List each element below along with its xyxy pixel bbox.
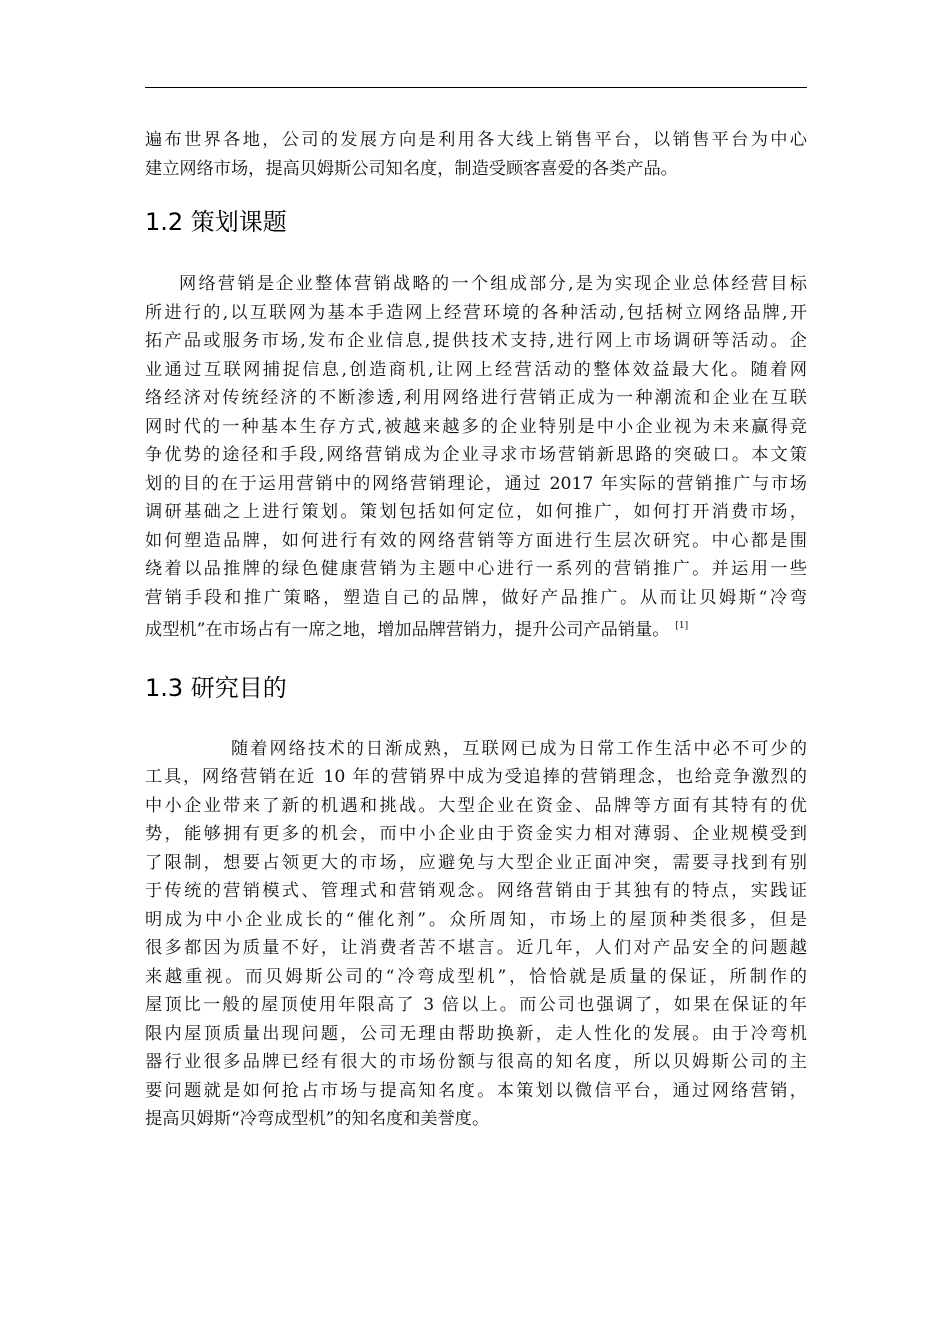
paragraph-line: 工具，网络营销在近 10 年的营销界中成为受追捧的营销理念，也给竞争激烈的 [145, 767, 807, 787]
document-body [145, 126, 807, 1134]
header-rule [145, 87, 807, 88]
paragraph-line: 很多都因为质量不好，让消费者苦不堪言。近几年，人们对产品安全的问题越 [145, 938, 807, 958]
paragraph-line: 划的目的在于运用营销中的网络营销理论，通过 2017 年实际的营销推广与市场 [145, 473, 807, 494]
paragraph-line: 势，能够拥有更多的机会，而中小企业由于资金实力相对薄弱、企业规模受到 [145, 824, 807, 844]
paragraph-line: 中小企业带来了新的机遇和挑战。大型企业在资金、品牌等方面有其特有的优 [145, 795, 807, 816]
paragraph-line: 业通过互联网捕捉信息,创造商机,让网上经营活动的整体效益最大化。随着网 [145, 359, 807, 380]
paragraph-line: 随着网络技术的日渐成熟，互联网已成为日常工作生活中必不可少的 [231, 738, 807, 759]
section-1-3-paragraph [145, 735, 807, 1134]
line-text: 成型机”在市场占有一席之地，增加品牌营销力，提升公司产品销量。 [145, 620, 670, 640]
paragraph-line: 拓产品或服务市场,发布企业信息,提供技术支持,进行网上市场调研等活动。企 [145, 331, 807, 351]
paragraph-line: 屋顶比一般的屋顶使用年限高了 3 倍以上。而公司也强调了，如果在保证的年 [145, 995, 807, 1015]
paragraph-line: 器行业很多品牌已经有很大的市场份额与很高的知名度，所以贝姆斯公司的主 [145, 1052, 807, 1072]
intro-paragraph [145, 126, 807, 183]
paragraph-line: 建立网络市场，提高贝姆斯公司知名度，制造受顾客喜爱的各类产品。 [145, 158, 678, 179]
paragraph-line: 遍布世界各地，公司的发展方向是利用各大线上销售平台，以销售平台为中心 [145, 130, 807, 150]
citation-marker: [1] [675, 621, 689, 631]
paragraph-line: 调研基础之上进行策划。策划包括如何定位，如何推广，如何打开消费市场， [145, 502, 807, 522]
paragraph-line: 络经济对传统经济的不断渗透,利用网络进行营销正成为一种潮流和企业在互联 [145, 388, 807, 408]
paragraph-line: 明成为中小企业成长的“催化剂”。众所周知，市场上的屋顶种类很多，但是 [145, 909, 807, 930]
section-1-2-paragraph [145, 270, 807, 641]
paragraph-line: 营销手段和推广策略，塑造自己的品牌，做好产品推广。从而让贝姆斯“冷弯 [145, 587, 807, 608]
paragraph-line: 绕着以品推牌的绿色健康营销为主题中心进行一系列的营销推广。并运用一些 [145, 559, 807, 579]
paragraph-line: 限内屋顶质量出现问题，公司无理由帮助换新，走人性化的发展。由于冷弯机 [145, 1023, 807, 1044]
paragraph-line: 要问题就是如何抢占市场与提高知名度。本策划以微信平台，通过网络营销， [145, 1080, 807, 1101]
paragraph-line [145, 612, 807, 641]
paragraph-line: 网络营销是企业整体营销战略的一个组成部分,是为实现企业总体经营目标 [179, 274, 807, 294]
paragraph-line: 来越重视。而贝姆斯公司的“冷弯成型机”，恰恰就是质量的保证，所制作的 [145, 966, 807, 987]
paragraph-line: 如何塑造品牌，如何进行有效的网络营销等方面进行生层次研究。中心都是围 [145, 530, 807, 551]
paragraph-line: 争优势的途径和手段,网络营销成为企业寻求市场营销新思路的突破口。本文策 [145, 445, 807, 465]
paragraph-line: 于传统的营销模式、管理式和营销观念。网络营销由于其独有的特点，实践证 [145, 881, 807, 901]
paragraph-line: 提高贝姆斯“冷弯成型机”的知名度和美誉度。 [145, 1109, 490, 1129]
paragraph-line: 了限制，想要占领更大的市场，应避免与大型企业正面冲突，需要寻找到有别 [145, 852, 807, 873]
section-heading-1-2: 1.2 策划课题 [145, 208, 287, 236]
section-heading-1-3: 1.3 研究目的 [145, 673, 287, 702]
paragraph-line: 网时代的一种基本生存方式,被越来越多的企业特别是中小企业视为未来赢得竞 [145, 416, 807, 437]
paragraph-line: 所进行的,以互联网为基本手造网上经营环境的各种活动,包括树立网络品牌,开 [145, 302, 807, 323]
